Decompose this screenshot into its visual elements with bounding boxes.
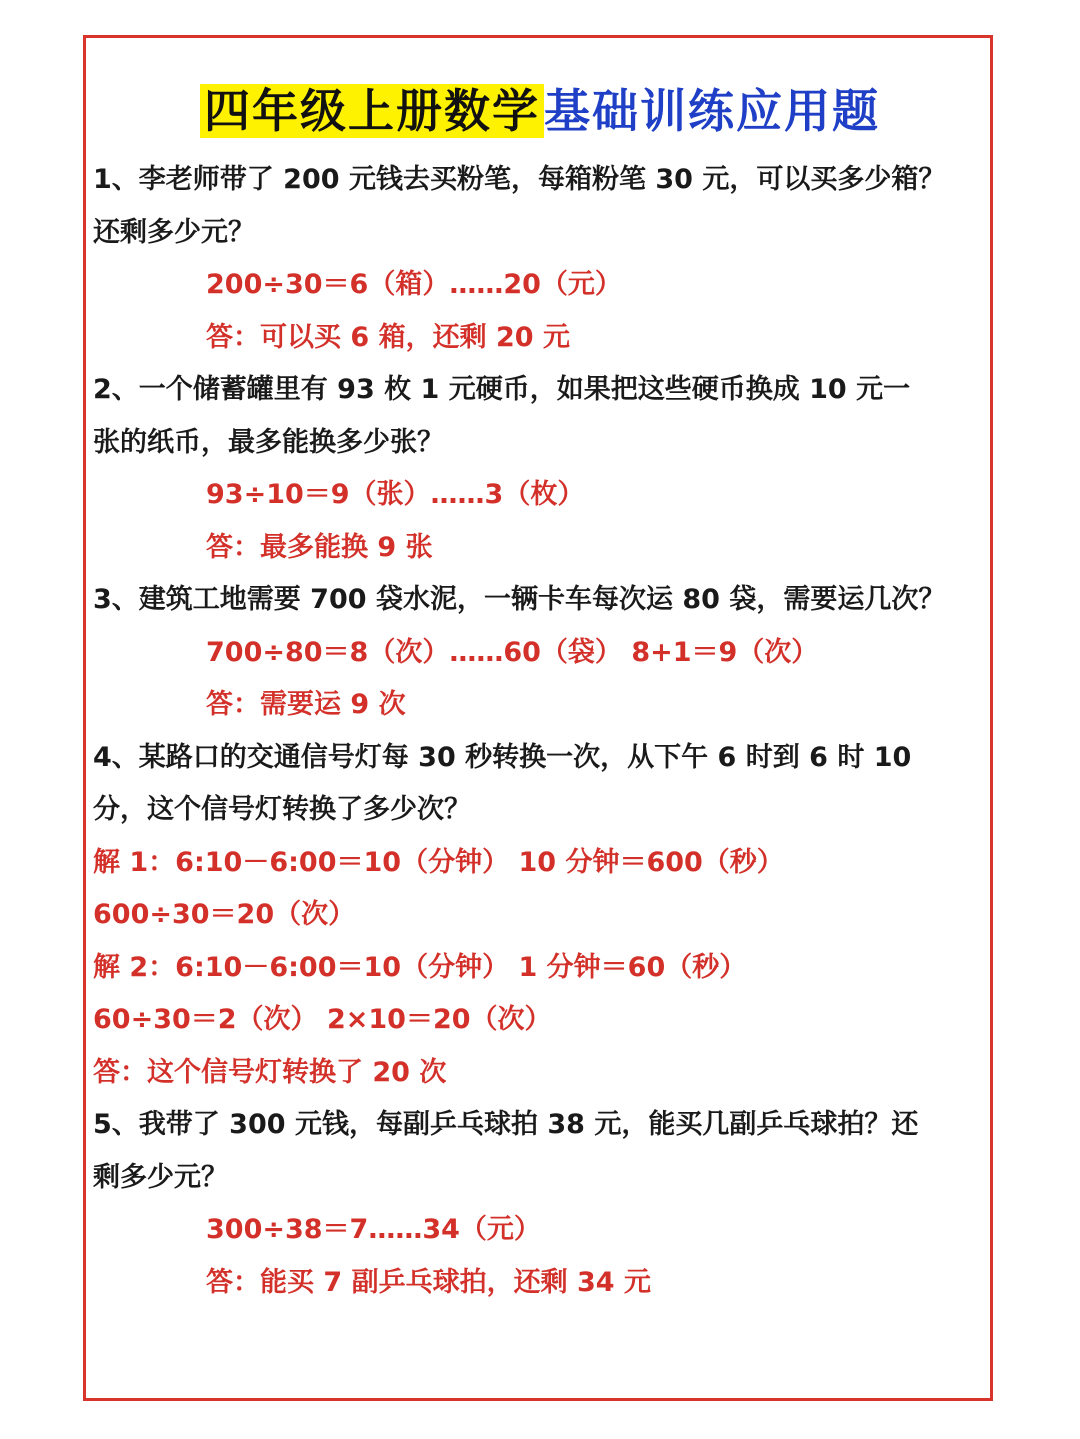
page-title (0, 78, 1080, 144)
problem-4-solution-2-line-2: 60÷30＝2（次） 2×10＝20（次） (93, 1004, 552, 1035)
title-highlighted: 四年级上册数学 (200, 84, 544, 138)
problem-3-question-line-1: 3、建筑工地需要 700 袋水泥，一辆卡车每次运 80 袋，需要运几次？ (93, 584, 946, 615)
problem-1-answer: 答：可以买 6 箱，还剩 20 元 (206, 321, 570, 353)
problem-4-answer: 答：这个信号灯转换了 20 次 (93, 1056, 447, 1088)
problem-3-solution-line-1: 700÷80＝8（次）……60（袋） 8+1＝9（次） (206, 636, 819, 668)
title-blue: 基础训练应用题 (544, 84, 880, 138)
problem-4-solution-1-line-1: 解 1：6:10－6:00＝10（分钟） 10 分钟＝600（秒） (93, 846, 784, 878)
problem-4-solution-1-line-2: 600÷30＝20（次） (93, 899, 356, 930)
problem-5-question-line-2: 剩多少元？ (93, 1161, 228, 1193)
problem-2-question-line-1: 2、一个储蓄罐里有 93 枚 1 元硬币，如果把这些硬币换成 10 元一 (93, 374, 911, 405)
problem-2-solution-line-1: 93÷10＝9（张）……3（枚） (206, 479, 585, 510)
problem-5-question-line-1: 5、我带了 300 元钱，每副乒乓球拍 38 元，能买几副乒乓球拍？还 (93, 1109, 919, 1140)
problem-1-question-line-2: 还剩多少元？ (93, 216, 255, 248)
problem-1-question-line-1: 1、李老师带了 200 元钱去买粉笔，每箱粉笔 30 元，可以买多少箱？ (93, 164, 946, 195)
problem-1-solution-line-1: 200÷30＝6（箱）……20（元） (206, 269, 622, 300)
problem-5-solution-line-1: 300÷38＝7……34（元） (206, 1214, 541, 1245)
problem-4-question-line-1: 4、某路口的交通信号灯每 30 秒转换一次，从下午 6 时到 6 时 10 (93, 741, 912, 773)
problem-5-answer: 答：能买 7 副乒乓球拍，还剩 34 元 (206, 1266, 651, 1298)
problem-2-question-line-2: 张的纸币，最多能换多少张？ (93, 426, 444, 458)
problem-4-question-line-2: 分，这个信号灯转换了多少次？ (93, 794, 471, 825)
problem-list (93, 154, 988, 1309)
problem-4-solution-2-line-1: 解 2：6:10－6:00＝10（分钟） 1 分钟＝60（秒） (93, 951, 747, 983)
problem-3-answer: 答：需要运 9 次 (206, 689, 406, 720)
problem-2-answer: 答：最多能换 9 张 (206, 531, 433, 563)
